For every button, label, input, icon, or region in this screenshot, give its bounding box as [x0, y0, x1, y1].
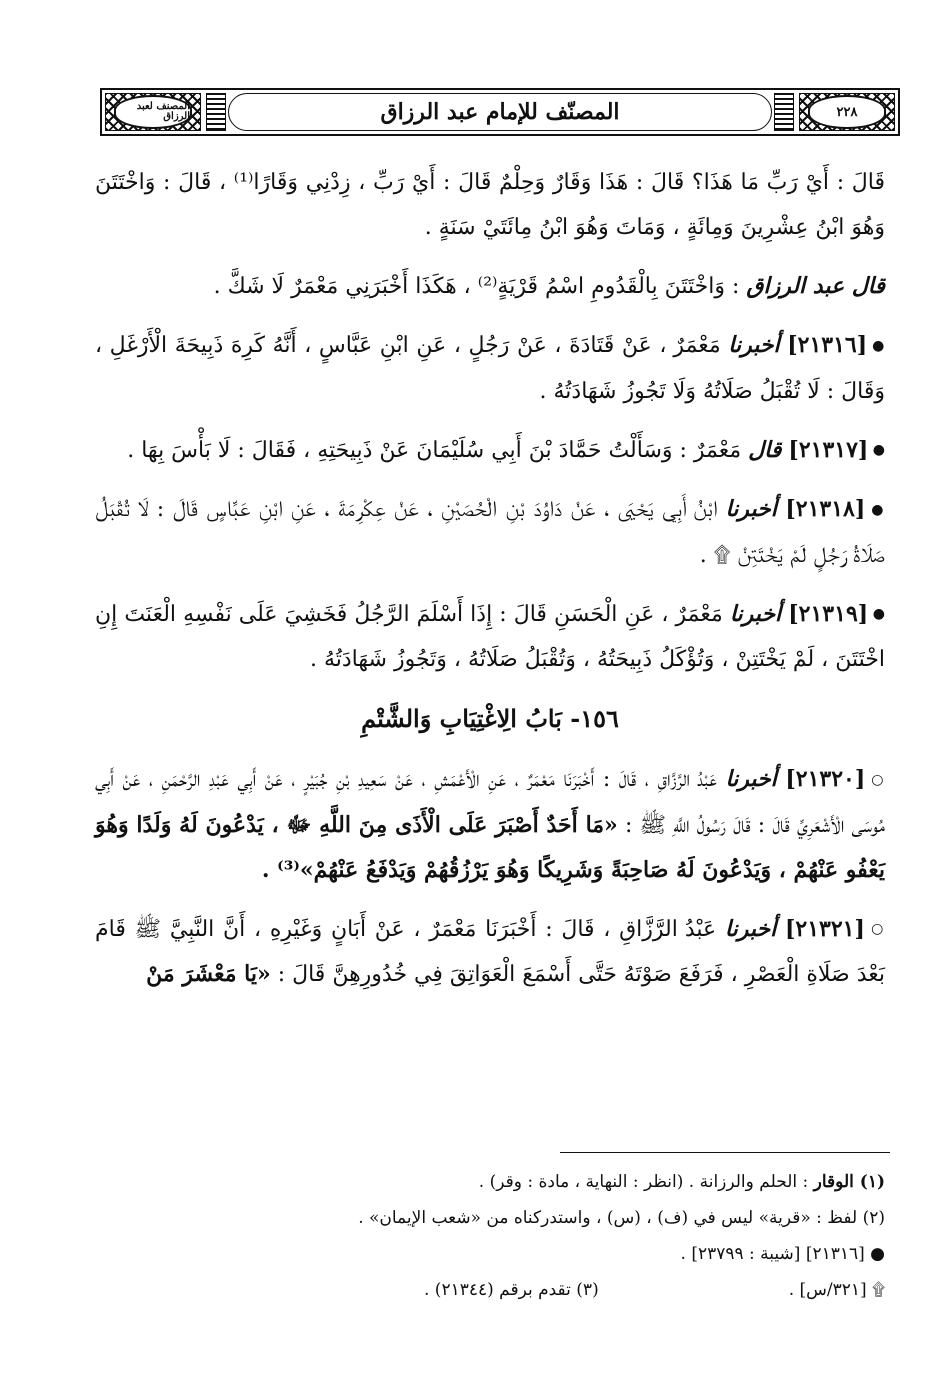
author-note-lead: قال عبد الرزاق	[746, 273, 885, 299]
footnote-last-row	[95, 1272, 885, 1308]
hadith-number: [٢١٣١٦]	[787, 332, 868, 358]
paragraph-1: قَالَ : أَيْ رَبِّ مَا هَذَا؟ قَالَ : هَذَا وَقَارٌ وَحِلْمٌ قَالَ : أَيْ رَبِّ ، زِدْنِي وَقَارًا⁽¹⁾ ، قَالَ : وَاخْتَتَنَ وَهُوَ ابْنُ عِشْرِينَ وَمِائَةٍ ، وَمَاتَ وَهُوَ ابْنُ مِائَتَيْ سَنَةٍ .	[95, 170, 886, 240]
logo-seal: المصنف لعبد الرزاق	[114, 95, 192, 129]
hadith-text: ابْنُ أَبِي يَحْيَى ، عَنْ دَاوُدَ بْنِ الْحُصَيْنِ ، عَنْ عِكْرِمَةَ ، عَنِ ابْنِ عَبَّاسٍ قَالَ : لَا تُقْبَلُ صَلَاةُ رَجُلٍ لَمْ يَخْتَتِنْ ۩ .	[95, 497, 885, 568]
hadith-lead: أخبرنا	[725, 766, 777, 792]
paragraph-2	[95, 264, 885, 309]
footnotes	[95, 1164, 885, 1308]
hadith-21320	[95, 757, 885, 893]
footnote-2: (٢) لفظ : «قرية» ليس في (ف) ، (س) ، واستدركناه من «شعب الإيمان» .	[358, 1208, 885, 1228]
hadith-number: [٢١٣١٩]	[788, 600, 869, 627]
hadith-lead: أخبرنا	[724, 915, 777, 942]
hadith-21316	[95, 323, 885, 414]
hadith-text: مَعْمَرٌ ، عَنْ قَتَادَةَ ، عَنْ رَجُلٍ ، عَنِ ابْنِ عَبَّاسٍ ، أَنَّهُ كَرِهَ ذَبِيحَةَ الْأَرْغَلِ ، وَقَالَ : لَا تُقْبَلُ صَلَاتُهُ وَلَا تَجُوزُ شَهَادَتُهُ .	[95, 333, 885, 404]
hadith-text: عَبْدُ الرَّزَّاقِ ، قَالَ : أَخْبَرَنَا مَعْمَرٌ ، عَنِ الْأَعْمَشِ ، عَنْ سَعِيدِ بْنِ جُبَيْرٍ ، عَنْ أَبِي عَبْدِ الرَّحْمَنِ ، عَنْ أَبِي مُوسَى الْأَشْعَرِيِّ قَالَ : قَالَ رَسُولُ اللَّهِ ﷺ :	[95, 767, 885, 838]
footnote-marker-note: ۩ [٣٢١/س] .	[788, 1280, 885, 1300]
ornament-bar-right	[774, 93, 794, 131]
hadith-number: [٢١٣٢٠]	[785, 766, 866, 792]
logo-ornament	[105, 93, 201, 131]
footnote-1	[95, 1164, 885, 1200]
footnote-3: (٣) تقدم برقم (٢١٣٤٤) .	[424, 1280, 599, 1300]
hadith-lead: قال	[748, 436, 782, 463]
page-number: ٢٢٨	[808, 95, 886, 129]
book-title: المصنّف للإمام عبد الرزاق	[228, 93, 772, 131]
hadith-21319	[95, 592, 885, 683]
ornament-bar-left	[206, 93, 226, 131]
hadith-number: [٢١٣١٧]	[788, 436, 869, 463]
hadith-21318	[95, 487, 885, 578]
page-header	[100, 88, 900, 136]
hadith-21321	[95, 907, 885, 998]
footnote-source: ● [٢١٣١٦] [شيبة : ٢٣٧٩٩] .	[680, 1244, 885, 1264]
footnote-1-key: (١) الوقار	[813, 1172, 885, 1192]
hadith-text: مَعْمَرٌ ، عَنِ الْحَسَنِ قَالَ : إِذَا أَسْلَمَ الرَّجُلُ فَخَشِيَ عَلَى نَفْسِهِ الْعَنَتَ إِنِ اخْتَتَنَ ، لَمْ يَخْتَتِنْ ، وَتُؤْكَلُ ذَبِيحَتُهُ ، وَتُقْبَلُ صَلَاتُهُ ، وَتَجُوزُ شَهَادَتُهُ .	[95, 601, 885, 672]
prophetic-saying: «يَا مَعْشَرَ مَنْ	[146, 961, 271, 987]
hadith-number: [٢١٣٢١]	[784, 915, 865, 942]
hadith-lead: أخبرنا	[728, 332, 780, 358]
prophetic-saying: «مَا أَحَدٌ أَصْبَرَ عَلَى الْأَذَى مِنَ اللَّهِ ﷻ ، يَدْعُونَ لَهُ وَلَدًا وَهُوَ يَعْفُو عَنْهُمْ ، وَيَدْعُونَ لَهُ صَاحِبَةً وَشَرِيكًا وَهُوَ يَرْزُقُهُمْ وَيَدْفَعُ عَنْهُمْ»⁽³⁾ .	[95, 811, 885, 883]
page-body	[95, 160, 885, 1011]
hadith-21317	[95, 428, 885, 474]
hadith-number: [٢١٣١٨]	[785, 496, 866, 522]
hadith-lead: أخبرنا	[729, 600, 782, 627]
hadith-text: مَعْمَرٌ : وَسَأَلْتُ حَمَّادَ بْنَ أَبِي سُلَيْمَانَ عَنْ ذَبِيحَتِهِ ، فَقَالَ : لَا بَأْسَ بِهَا .	[127, 437, 742, 463]
hadith-text: عَبْدُ الرَّزَّاقِ ، قَالَ : أَخْبَرَنَا مَعْمَرٌ ، عَنْ أَبَانٍ وَغَيْرِهِ ، أَنَّ النَّبِيَّ ﷺ قَامَ بَعْدَ صَلَاةِ الْعَصْرِ ، فَرَفَعَ صَوْتَهُ حَتَّى أَسْمَعَ الْعَوَاتِقَ فِي خُدُورِهِنَّ قَالَ :	[95, 916, 885, 987]
author-note-text: : وَاخْتَتَنَ بِالْقَدُومِ اسْمُ قَرْيَةٍ⁽²⁾ ، هَكَذَا أَخْبَرَنِي مَعْمَرٌ لَا شَكَّ .	[213, 274, 740, 299]
footnote-1-text: : الحلم والرزانة . (انظر : النهاية ، مادة : وقر) .	[478, 1172, 809, 1192]
chapter-heading: ١٥٦- بَابُ الِاغْتِيَابِ وَالشَّتْمِ	[361, 704, 619, 733]
hadith-lead: أخبرنا	[725, 496, 777, 522]
footnote-separator	[560, 1152, 890, 1153]
page-number-ornament	[799, 93, 895, 131]
